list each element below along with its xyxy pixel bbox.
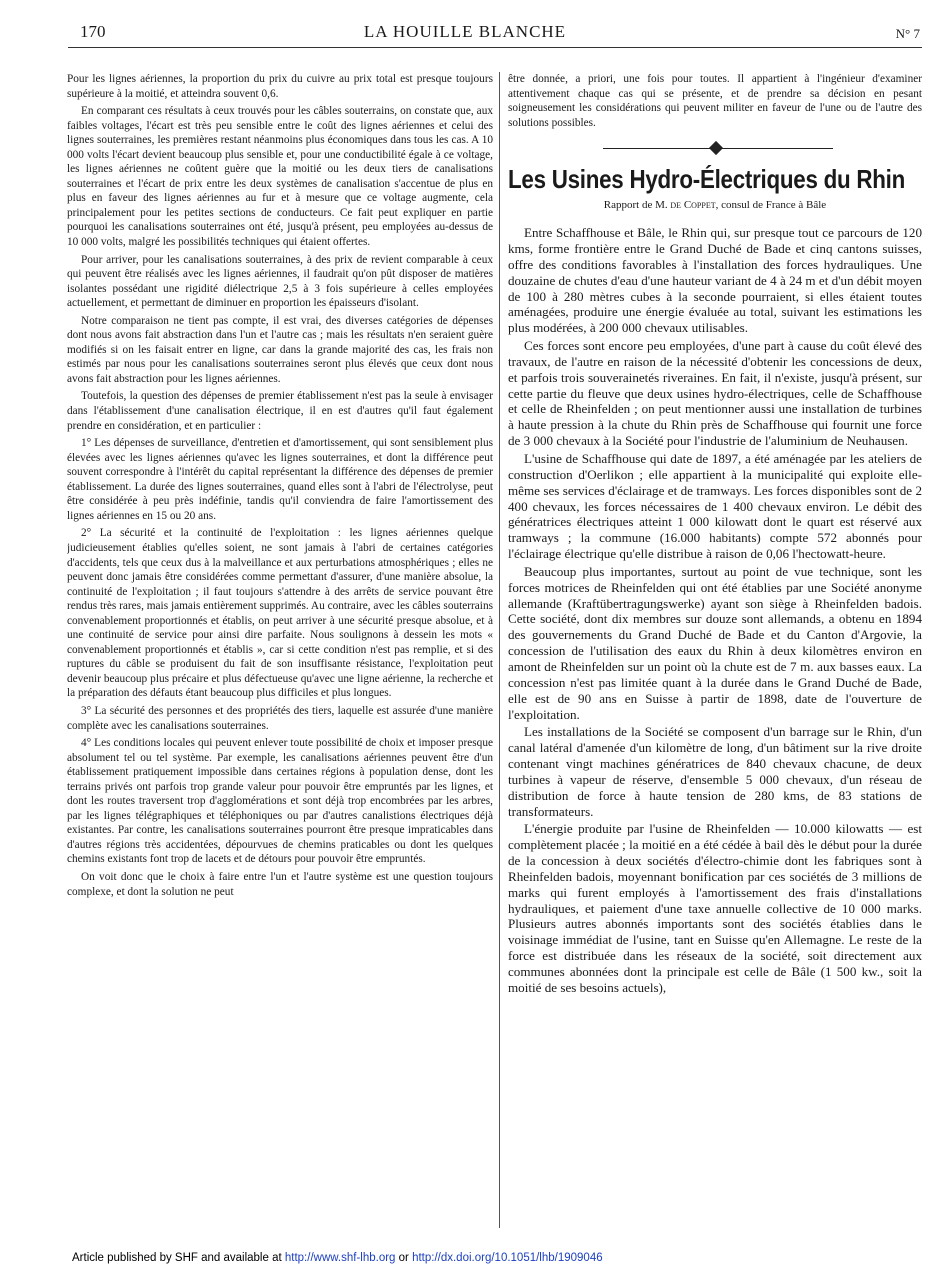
paragraph: 3° La sécurité des personnes et des propriétés des tiers, laquelle est assurée d'une manière complète avec les canalisations souterraines.	[67, 704, 493, 732]
paragraph: 4° Les conditions locales qui peuvent enlever toute possibilité de choix et imposer presque absolument tel ou tel système. Par exemple, les canalisations aériennes peuvent être d'un établissement pratiquement impossible dans certaines régions à population dense, dont les terrains privés ont parfois trop grande valeur pour pouvoir être empruntés par les lignes, et dont les routes traversent trop d'agglomérations et sont déjà trop encombrées par les arbres, par les lignes télégraphiques et téléphoniques ou par d'autres canalistions électriques déjà existantes. Par contre, les canalisations souterraines pourront être presque impraticables dans d'autres régions très accidentées, dépourvues de chemins praticables ou dont les quelques chemins existants font trop de lacets et de détours pour pouvoir être empruntés.	[67, 737, 493, 866]
paragraph: Ces forces sont encore peu employées, d'une part à cause du coût élevé des travaux, de l'autre en raison de la nécessité d'obtenir les concessions de deux, et parfois trois souverainetés riveraines. En fait, il n'existe, jusqu'à présent, sur cette partie du fleuve que deux usines hydro-électriques, celle de Schaffhouse et celle de Rheinfelden ; on peut mentionner aussi une installation de turbines à haute pression à la chute du Rhin près de Schaffhouse qui fournit une force de 3 000 chevaux à la Société pour l'industrie de l'aluminium de Neuhausen.	[508, 338, 922, 449]
footer-or: or	[395, 1252, 413, 1264]
right-column	[508, 72, 922, 1232]
page-number: 170	[80, 22, 106, 41]
shf-link[interactable]: http://www.shf-lhb.org	[284, 1252, 396, 1264]
running-title: LA HOUILLE BLANCHE	[363, 22, 567, 41]
paragraph: Toutefois, la question des dépenses de premier établissement n'est pas la seule à envisager dans l'établissement d'une canalisation électrique, il en est d'autres qu'il faut également prendre en considération, et en particulier :	[67, 390, 493, 432]
footer-text: Article published by SHF and available at	[72, 1252, 285, 1264]
paragraph: On voit donc que le choix à faire entre l'un et l'autre système est une question toujours complexe, et dont la solution ne peut	[67, 870, 493, 898]
header-rule	[68, 47, 922, 48]
continuation-paragraph: être donnée, a priori, une fois pour toutes. Il appartient à l'ingénieur d'examiner attentivement chaque cas qui se présente, et de prendre sa décision en pesant soigneusement les considérations qui peuvent militer en faveur de l'une ou de l'autre des solutions possibles.	[508, 73, 922, 129]
paragraph: Entre Schaffhouse et Bâle, le Rhin qui, sur presque tout ce parcours de 120 kms, forme frontière entre le Grand Duché de Bade et cinq cantons suisses, offre des conditions favorables à l'installation des forces hydrauliques. Une douzaine de chutes d'eau d'une hauteur variant de 4 à 24 m et d'un débit moyen de 100 à 280 mètres cubes à la seconde pourraient, si elles étaient toutes aménagées, produire une énergie évaluée au total, suivant les estimations les plus modérées, à 200 000 chevaux utilisables.	[508, 225, 922, 336]
paragraph: L'énergie produite par l'usine de Rheinfelden — 10.000 kilowatts — est complètement placée ; la moitié en a été cédée à bail dès le début pour la durée de la concession à deux sociétés d'électro-chimie dont les fabriques sont à Rheinfelden badois, moyennant bonification par ces sociétés de 3 millions de marks qui furent employés à l'amortissement des frais d'installations hydrauliques, et paiement d'une taxe annuelle collective de 10 000 marks. Plusieurs autres abonnés importants sont des sociétés établies dans le voisinage immédiat de l'usine, tant en Suisse qu'en Allemagne. Le reste de la force est distribuée dans les réseaux de la société, soit directement aux communes abonnées dont la principale est celle de Bâle (1 500 kw., soit la moitié de ses besoins actuels),	[508, 821, 922, 995]
issue-number: N° 7	[895, 26, 920, 41]
section-ornament	[508, 140, 922, 158]
paragraph: En comparant ces résultats à ceux trouvés pour les câbles souterrains, on constate que, aux faibles voltages, l'écart est très peu sensible entre le coût des lignes aériennes et celui des lignes souterraines, les premières restant néanmoins plus économiques dans tous les cas. A 10 000 volts l'écart devient beaucoup plus sensible et, pour une conductibilité égale à ce voltage, les lignes aériennes ne coûtent guère que la moitié ou les deux tiers de canalisations souterraines et l'écart de prix entre les deux systèmes de canalisation s'accentue de plus en plus en faveur des lignes aériennes au fur et à mesure que ce voltage augmente, cela principalement pour les petites sections de conducteurs. Ce fait peut expliquer en partie pourquoi les canalisations souterraines ont été, jusqu'à présent, peu employées au-dessus de 10 000 volts, malgré les possibilités techniques qui étaient offertes.	[67, 105, 493, 249]
byline	[508, 199, 922, 211]
byline-prefix: Rapport de M.	[603, 199, 668, 212]
paragraph: 1° Les dépenses de surveillance, d'entretien et d'amortissement, qui sont sensiblement plus élevées avec les lignes aériennes qu'avec les lignes souterraines, et dont la différence peut souvent correspondre à l'intérêt du capital représentant la différence des dépenses de premier établissement. La durée des lignes souterraines, quand elles sont à l'abri de l'électrolyse, peut être considérée à peu près indéfinie, tandis qu'il conviendra de faire l'amortissement des lignes aériennes en 15 ou 20 ans.	[67, 437, 493, 522]
publication-footer	[72, 1252, 603, 1264]
paragraph: L'usine de Schaffhouse qui date de 1897, a été aménagée par les ateliers de construction d'Oerlikon ; elle appartient à la municipalité qui exploite elle-même ses services d'éclairage et de tramways. Les forces disponibles sont de 2 400 chevaux, les forces nécessaires de 1 400 chevaux environ. Le débit des génératrices électriques atteint 1 000 kilowatt dont le quart est réservé aux tramways ; la commune (16.000 habitants) compte 572 abonnés pour l'éclairage électrique qu'elle distribue à raison de 0,06 l'hectowatt-heure.	[508, 451, 922, 562]
paragraph: Beaucoup plus importantes, surtout au point de vue technique, sont les forces motrices de Rheinfelden qui ont été établies par une Société anonyme allemande (Kraftübertragungswerke) ayant son siège à Rheinfelden badois. Cette société, dont dix membres sur douze sont allemands, a obtenu en 1894 des gouvernements du Grand Duché de Bade et du Canton d'Argovie, la concession de l'utilisation des eaux du Rhin à deux kilomètres environ en amont de Rheinfelden sur un point où la chute est de 7 m. aux basses eaux. La concession n'est pas limitée quant à la durée dans le Grand Duché de Bade, elle est de 90 ans en Suisse à partir de 1898, date de l'ouverture de l'exploitation.	[508, 563, 922, 722]
paragraph: Les installations de la Société se composent d'un barrage sur le Rhin, d'un canal latéral d'amenée d'un kilomètre de long, d'un bâtiment sur la rive droite contenant vingt machines génératrices de 840 chevaux chacune, de deux turbines à vapeur de réserve, d'ensemble 5 000 chevaux, d'un réseau de distribution de force à haute tension de 280 kms, de 83 stations de transformateurs.	[508, 724, 922, 819]
byline-name: de Coppet	[670, 199, 716, 212]
paragraph: Pour arriver, pour les canalisations souterraines, à des prix de revient comparable à ceux qui peuvent être réalisés avec les lignes aériennes, il faudrait qu'on pût disposer de matières isolantes possédant une rigidité diélectrique 2,5 à 3 fois supérieure à celles employées actuellement, et permettant de diminuer en proportion les épaisseurs d'isolant.	[67, 253, 493, 310]
paragraph: Notre comparaison ne tient pas compte, il est vrai, des diverses catégories de dépenses dont nous avons fait abstraction dans l'un et l'autre cas ; mais les résultats n'en seraient guère modifiés si on les faisait entrer en ligne, car dans la grande majorité des cas, les frais non estimés par nous pour les canalisations souterraines seront plus élevés que ceux dont nous avons fait abstraction pour les lignes aériennes.	[67, 314, 493, 385]
doi-link[interactable]: http://dx.doi.org/10.1051/lhb/1909046	[412, 1252, 603, 1264]
paragraph: Pour les lignes aériennes, la proportion du prix du cuivre au prix total est presque toujours supérieure à la moitié, et atteindra souvent 0,6.	[67, 73, 493, 100]
article-title: Les Usines Hydro-Électriques du Rhin	[508, 164, 906, 195]
column-divider	[499, 72, 500, 1228]
paragraph: 2° La sécurité et la continuité de l'exploitation : les lignes aériennes quelque judicieusement établies qu'elles soient, ne sont jamais à l'abri de certaines catégories d'accidents, tels que ceux dus à la malveillance et aux perturbations atmosphériques ; elles ne peuvent donc jamais être considérées comme permettant d'assurer, d'une manière absolue, la continuité de l'exploitation ; il faut toujours s'attendre à des arrêts de service pouvant être rendus très rares, mais jamais entièrement supprimés. Au contraire, avec les câbles souterrains convenablement proportionnés et établis, on peut arriver à une sécurité presque absolue, et à une continuité de service pour ainsi dire parfaite. Nous soulignons à dessein les mots « convenablement proportionnés et établis », car si cette condition n'est pas remplie, et si des ruptures du câble se produisent du fait de son insuffisante résistance, l'exploitation peut devenir beaucoup plus précaire et plus défectueuse qu'avec une ligne aérienne, la recherche et la préparation des défauts étant beaucoup plus difficiles et plus longues.	[67, 527, 493, 700]
byline-suffix: , consul de France à Bâle	[715, 199, 827, 212]
left-column	[67, 72, 493, 1232]
